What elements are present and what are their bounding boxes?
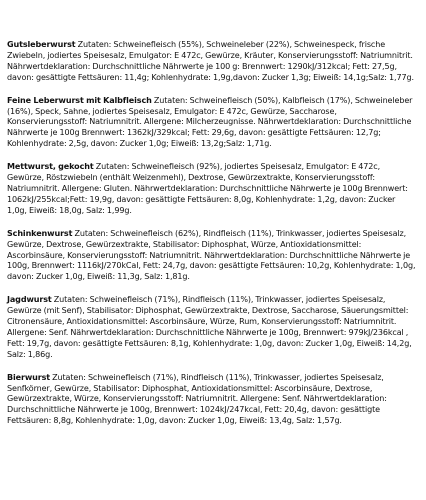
product-name: Jagdwurst [7, 295, 52, 305]
product-name: Gutsleberwurst [7, 40, 76, 49]
product-name: Mettwurst, gekocht [7, 162, 94, 172]
product-entry-schinkenwurst [7, 229, 416, 284]
product-entry-jagdwurst [7, 295, 416, 360]
product-entry-bierwurst [7, 373, 416, 428]
product-description: Zutaten: Schweinefleisch (50%), Kalbfleisch (17%), Schweineleber (16%), Speck, Sahne, jodiertes Speisesalz, Emulgator: E 472c, Gewürze, Saccharose, Konservierungsstoff: Natriumnitrit. Allergene: Milcherzeugnisse. Nährwertdeklaration: Durchschnittliche Nährwerte je 100g Brennwert: 1362kJ/329kcal; Fett: 29,6g, davon: gesättigte Fettsäuren: 12,7g; Kohlenhydrate: 2,5g, davon: Zucker 1,0g; Eiweiß: 13,2g;Salz: 1,71g. [7, 95, 413, 149]
product-description: Zutaten: Schweinefleisch (71%), Rindfleisch (11%), Trinkwasser, jodiertes Speisesalz, Gewürze (mit Senf), Stabilisator: Diphosphat, Gewürzextrakte, Dextrose, Saccharose, Säuerungsmittel: Citronensäure, Antioxidationsmittel: Ascorbinsäure, Würze, Rum, Konservierungsstoff: Natriumnitrit. Allergene: Senf. Nährwertdeklaration: Durchschnittliche Nährwerte je 100g, Brennwert: 979kJ/236kcal , Fett: 19,7g, davon: gesättigte Fettsäuren: 8,1g, Kohlenhydrate: 1,0g, davon: Zucker 1,0g, Eiweiß: 14,2g, Salz: 1,86g. [7, 295, 412, 359]
product-entry-mettwurst [7, 162, 416, 217]
product-entry-feine-leberwurst [7, 96, 416, 151]
product-description: Zutaten: Schweinefleisch (55%), Schweineleber (22%), Schweinespeck, frische Zwiebeln, jodiertes Speisesalz, Emulgator: E 472c, Gewürze, Kräuter, Konservierungsstoff: Natriumnitrit. Nährwertdeklaration: Durchschnittliche Nährwerte je 100 g: Brennwert: 1290kJ/312kcal; Fett: 27,5g, davon: gesättigte Fettsäuren: 11,4g; Kohlenhydrate: 1,9g,davon: Zucker 1,3g; Eiweiß: 14,1g;Salz: 1,77g. [7, 40, 414, 82]
product-description: Zutaten: Schweinefleisch (71%), Rindfleisch (11%), Trinkwasser, jodiertes Speisesalz, Senfkörner, Gewürze, Stabilisator: Diphosphat, Antioxidationsmittel: Ascorbinsäure, Dextrose, Gewürzextrakte, Würze, Konservierungsstoff: Natriumnitrit. Allergene: Senf. Nährwertdeklaration: Durchschnittliche Nährwerte je 100g, Brennwert: 1024kJ/247kcal, Fett: 20,4g, davon: gesättigte Fettsäuren: 8,8g, Kohlenhydrate: 1,0g, davon: Zucker 1,0g, Eiweiß: 13,4g, Salz: 1,57g. [7, 372, 387, 426]
product-name: Schinkenwurst [7, 228, 73, 238]
product-name: Bierwurst [7, 372, 51, 382]
product-description: Zutaten: Schweinefleisch (62%), Rindfleisch (11%), Trinkwasser, jodiertes Speisesalz, Gewürze, Dextrose, Gewürzextrakte, Stabilisator: Diphosphat, Würze, Antioxidationsmittel: Ascorbinsäure, Konservierungsstoff: Natriumnitrit. Nährwertdeklaration: Durchschnittliche Nährwerte je 100g, Brennwert: 1116kJ/270kCal, Fett: 24,7g, davon: gesättigte Fettsäuren: 10,2g, Kohlenhydrate: 1,0g, davon: Zucker 1,0g, Eiweiß: 11,3g, Salz: 1,81g. [7, 228, 416, 282]
product-name: Feine Leberwurst mit Kalbfleisch [7, 95, 152, 105]
product-description: Zutaten: Schweinefleisch (92%), jodiertes Speisesalz, Emulgator: E 472c, Gewürze, Röstzwiebeln (enthält Weizenmehl), Dextrose, Gewürzextrakte, Konservierungsstoff: Natriumnitrit. Allergene: Gluten. Nährwertdeklaration: Durchschnittliche Nährwerte je 100g Brennwert: 1062kJ/255kcal;Fett: 19,9g, davon: gesättigte Fettsäuren: 8,0g, Kohlenhydrate: 1,2g, davon: Zucker 1,0g, Eiweiß: 18,0g, Salz: 1,99g. [7, 162, 408, 215]
product-entry-gutsleberwurst [7, 40, 416, 84]
